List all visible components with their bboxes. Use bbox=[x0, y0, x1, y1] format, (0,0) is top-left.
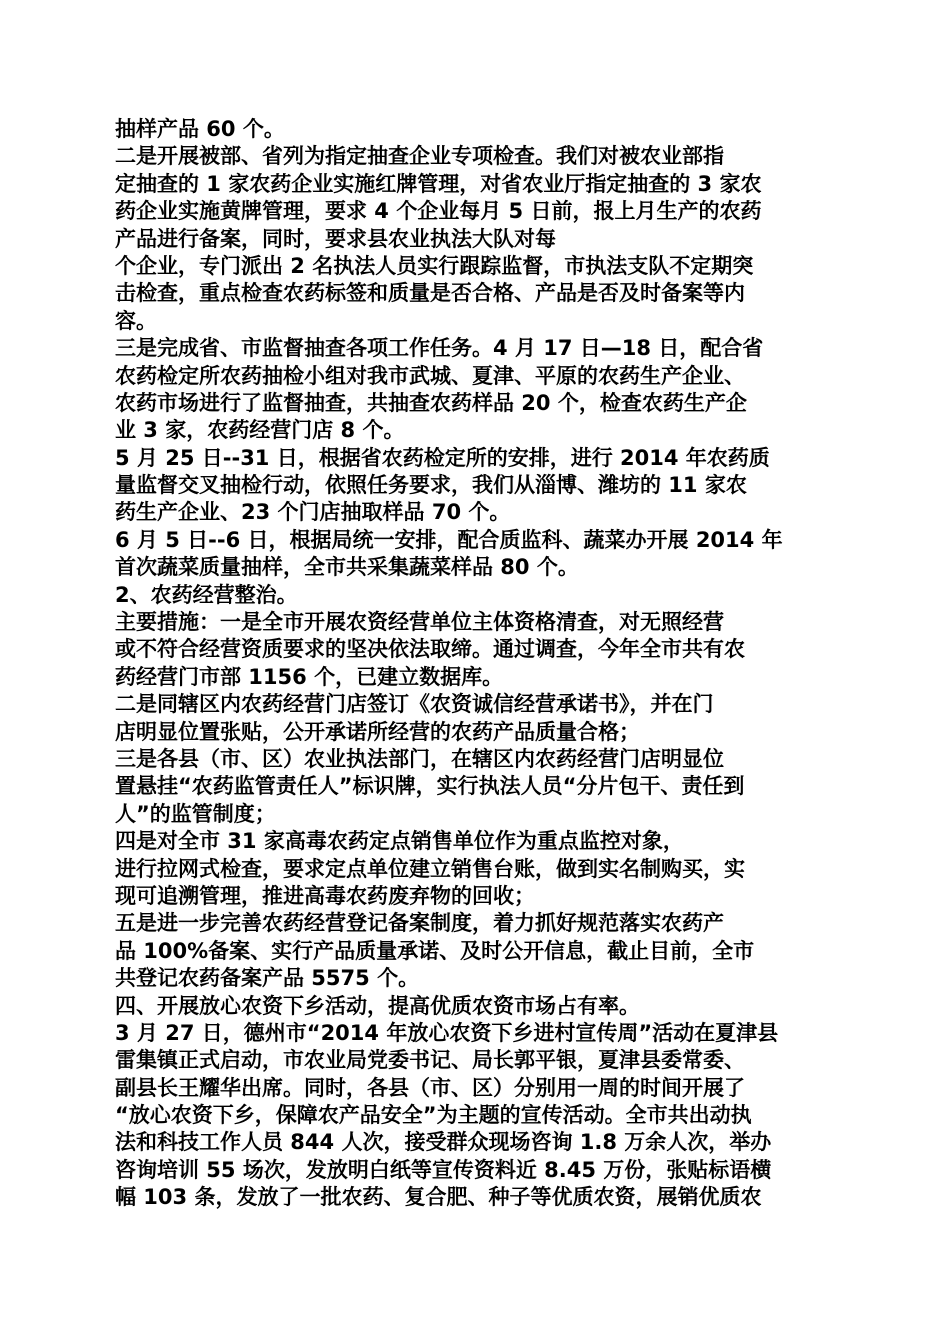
text-line: 农药市场进行了监督抽查，共抽查农药样品 20 个，检查农药生产企 bbox=[115, 390, 747, 415]
text-line: 药企业实施黄牌管理，要求 4 个企业每月 5 日前，报上月生产的农药 bbox=[115, 199, 762, 224]
text-line: 量监督交叉抽检行动，依照任务要求，我们从淄博、潍坊的 11 家农 bbox=[115, 473, 747, 498]
text-line: 五是进一步完善农药经营登记备案制度，着力抓好规范落实农药产 bbox=[115, 911, 724, 936]
text-line: 5 月 25 日--31 日，根据省农药检定所的安排，进行 2014 年农药质 bbox=[115, 445, 770, 470]
text-line: 咨询培训 55 场次，发放明白纸等宣传资料近 8.45 万份，张贴标语横 bbox=[115, 1157, 772, 1182]
text-line: 产品进行备案，同时，要求县农业执法大队对每 bbox=[115, 226, 556, 251]
document-body bbox=[115, 116, 840, 1212]
text-line: 农药检定所农药抽检小组对我市武城、夏津、平原的农药生产企业、 bbox=[115, 363, 745, 388]
text-line: 雷集镇正式启动，市农业局党委书记、局长郭平银，夏津县委常委、 bbox=[115, 1048, 745, 1073]
text-line: 法和科技工作人员 844 人次，接受群众现场咨询 1.8 万余人次，举办 bbox=[115, 1130, 772, 1155]
text-line: 人”的监管制度； bbox=[115, 801, 276, 826]
text-line: 主要措施：一是全市开展农资经营单位主体资格清查，对无照经营 bbox=[115, 610, 724, 635]
text-line: 3 月 27 日，德州市“2014 年放心农资下乡进村宣传周”活动在夏津县 bbox=[115, 1020, 779, 1045]
text-line: 四是对全市 31 家高毒农药定点销售单位作为重点监控对象， bbox=[115, 829, 684, 854]
text-line: 二是同辖区内农药经营门店签订《农资诚信经营承诺书》，并在门 bbox=[115, 692, 714, 717]
text-line: 药生产企业、23 个门店抽取样品 70 个。 bbox=[115, 500, 511, 525]
text-line: 容。 bbox=[115, 308, 157, 333]
text-line: 幅 103 条，发放了一批农药、复合肥、种子等优质农资，展销优质农 bbox=[115, 1185, 762, 1210]
text-line: 或不符合经营资质要求的坚决依法取缔。通过调查，今年全市共有农 bbox=[115, 637, 745, 662]
text-line: “放心农资下乡，保障农产品安全”为主题的宣传活动。全市共出动执 bbox=[115, 1103, 752, 1128]
text-line: 业 3 家，农药经营门店 8 个。 bbox=[115, 418, 405, 443]
text-line: 现可追溯管理，推进高毒农药废弃物的回收； bbox=[115, 883, 535, 908]
text-line: 个企业，专门派出 2 名执法人员实行跟踪监督，市执法支队不定期突 bbox=[115, 253, 754, 278]
text-line: 2、农药经营整治。 bbox=[115, 582, 298, 607]
text-line: 药经营门市部 1156 个，已建立数据库。 bbox=[115, 664, 504, 689]
text-line: 首次蔬菜质量抽样，全市共采集蔬菜样品 80 个。 bbox=[115, 555, 579, 580]
text-line: 定抽查的 1 家农药企业实施红牌管理，对省农业厅指定抽查的 3 家农 bbox=[115, 171, 762, 196]
text-line: 店明显位置张贴，公开承诺所经营的农药产品质量合格； bbox=[115, 719, 640, 744]
text-line: 击检查，重点检查农药标签和质量是否合格、产品是否及时备案等内 bbox=[115, 281, 745, 306]
text-line: 共登记农药备案产品 5575 个。 bbox=[115, 966, 420, 991]
text-line: 抽样产品 60 个。 bbox=[115, 117, 285, 141]
text-line: 三是完成省、市监督抽查各项工作任务。4 月 17 日—18 日，配合省 bbox=[115, 336, 764, 361]
text-line: 三是各县（市、区）农业执法部门，在辖区内农药经营门店明显位 bbox=[115, 746, 724, 771]
text-line: 副县长王耀华出席。同时，各县（市、区）分别用一周的时间开展了 bbox=[115, 1075, 745, 1100]
text-line: 进行拉网式检查，要求定点单位建立销售台账，做到实名制购买，实 bbox=[115, 856, 745, 881]
text-line: 品 100%备案、实行产品质量承诺、及时公开信息，截止目前，全市 bbox=[115, 938, 755, 963]
text-line: 置悬挂“农药监管责任人”标识牌，实行执法人员“分片包干、责任到 bbox=[115, 774, 745, 799]
text-line: 二是开展被部、省列为指定抽查企业专项检查。我们对被农业部指 bbox=[115, 144, 724, 169]
text-line: 四、开展放心农资下乡活动，提高优质农资市场占有率。 bbox=[115, 993, 640, 1018]
text-line: 6 月 5 日--6 日，根据局统一安排，配合质监科、蔬菜办开展 2014 年 bbox=[115, 527, 783, 552]
